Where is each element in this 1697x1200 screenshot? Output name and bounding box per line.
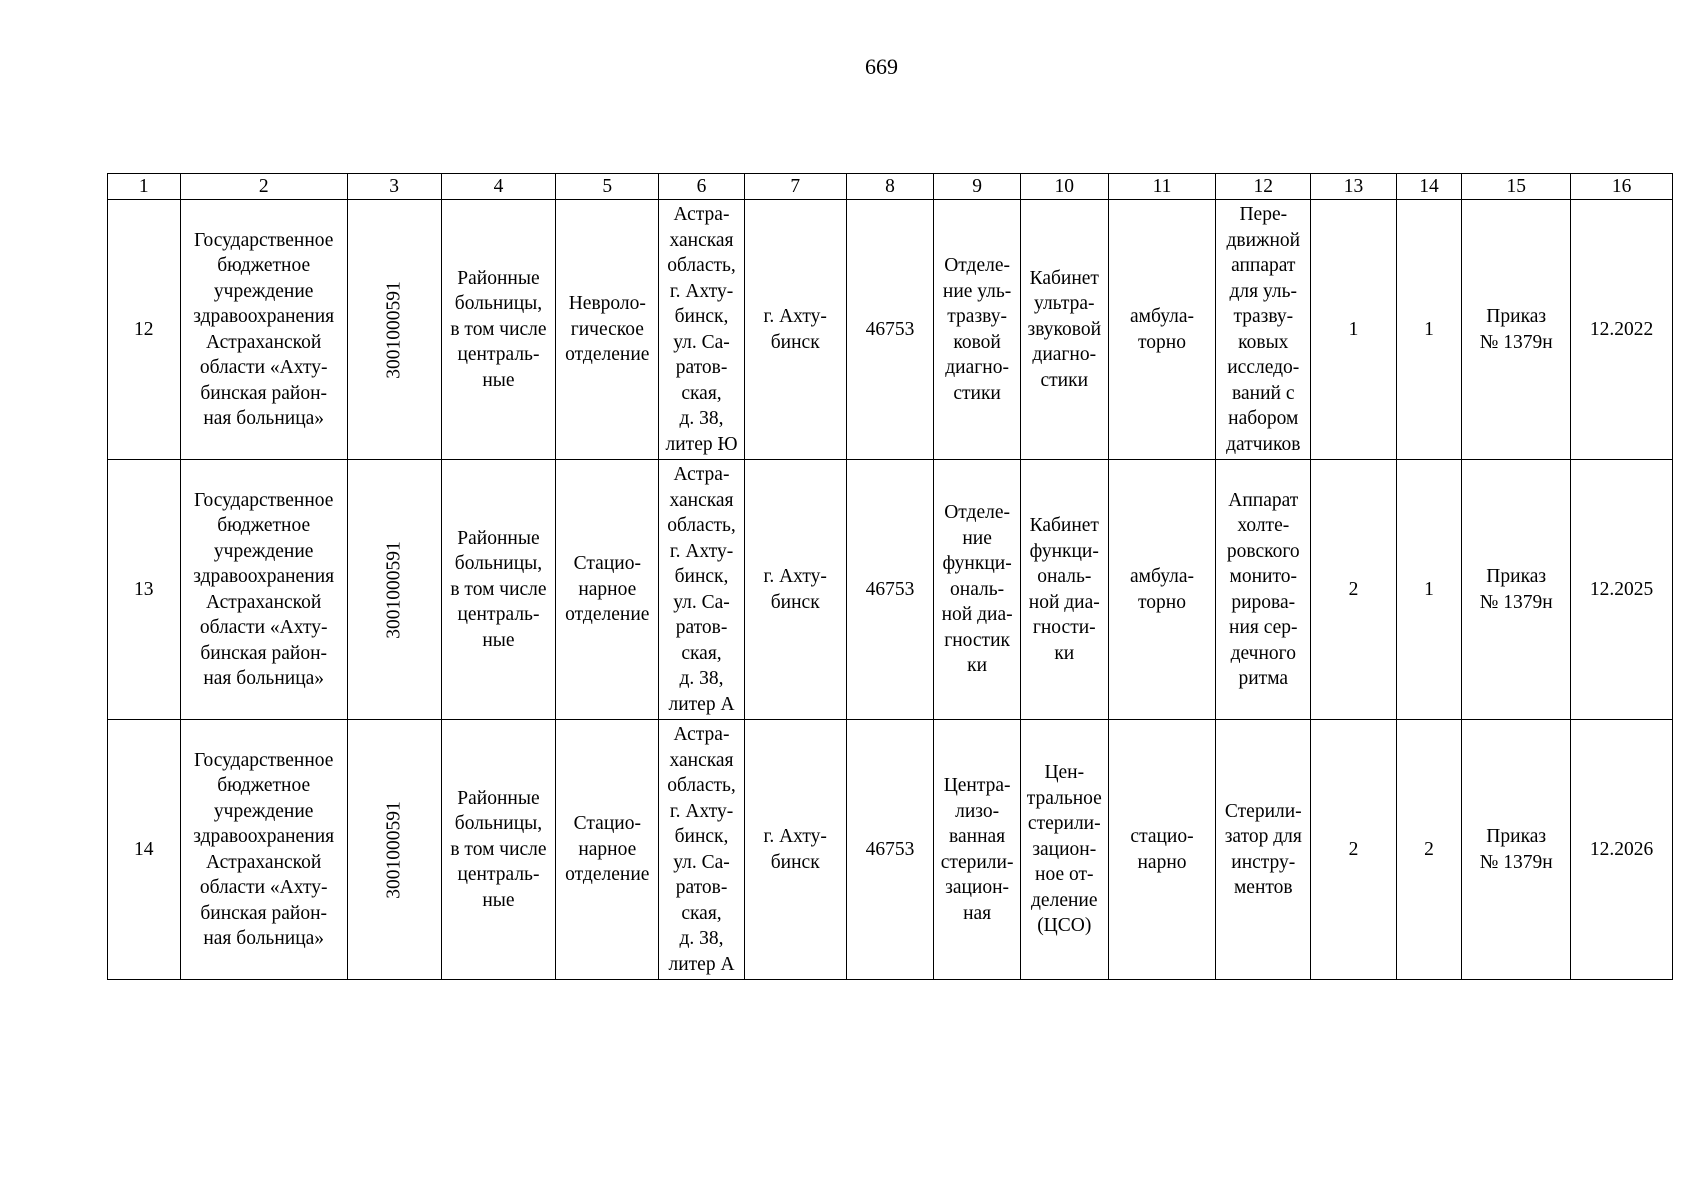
column-header: 14 bbox=[1396, 174, 1462, 200]
date-value: 12.2026 bbox=[1589, 838, 1654, 860]
equipment-cell bbox=[1216, 460, 1311, 720]
unit-name: Центра- лизо- ванная стерили- зацион- ная bbox=[940, 775, 1014, 924]
date-cell bbox=[1571, 200, 1673, 460]
city-cell bbox=[744, 720, 846, 980]
column-header: 2 bbox=[180, 174, 347, 200]
room-cell bbox=[1020, 720, 1108, 980]
department: Невроло- гическое отделение bbox=[565, 293, 650, 366]
institution-cell bbox=[180, 720, 347, 980]
column-header: 10 bbox=[1020, 174, 1108, 200]
row-number-cell bbox=[108, 460, 181, 720]
order-cell bbox=[1462, 720, 1571, 980]
column-header: 9 bbox=[934, 174, 1021, 200]
row-number-cell bbox=[108, 720, 181, 980]
column-header: 12 bbox=[1216, 174, 1311, 200]
order-reference: Приказ № 1379н bbox=[1479, 306, 1553, 353]
equipment-name: Аппарат холте- ровского монито- рирова- ния сер- дечного ритма bbox=[1226, 489, 1300, 689]
hospital-type-cell bbox=[441, 460, 556, 720]
count-cell bbox=[1396, 200, 1462, 460]
column-header: 15 bbox=[1462, 174, 1571, 200]
inn-code: 3001000591 bbox=[383, 280, 405, 379]
column-header: 16 bbox=[1571, 174, 1673, 200]
table-row bbox=[108, 460, 1673, 720]
header-row bbox=[108, 174, 1673, 200]
address-cell bbox=[659, 720, 745, 980]
institution-cell bbox=[180, 200, 347, 460]
row-number-cell bbox=[108, 200, 181, 460]
department: Стацио- нарное отделение bbox=[565, 553, 650, 626]
room-cell bbox=[1020, 200, 1108, 460]
oktmo-code: 46753 bbox=[865, 838, 915, 860]
count-value: 2 bbox=[1424, 838, 1434, 860]
unit-name: Отделе- ние уль- тразву- ковой диагно- стики bbox=[942, 255, 1012, 404]
unit-cell bbox=[934, 200, 1021, 460]
page-number: 669 bbox=[865, 54, 898, 79]
address: Астра- ханская область, г. Ахту- бинск, ул. Са- ратов- ская, д. 38, литер А bbox=[667, 464, 736, 715]
column-header: 7 bbox=[744, 174, 846, 200]
row-number: 14 bbox=[134, 838, 154, 860]
row-number: 13 bbox=[134, 578, 154, 600]
quantity-value: 2 bbox=[1348, 578, 1359, 600]
department-cell bbox=[556, 720, 659, 980]
oktmo-cell bbox=[846, 720, 934, 980]
column-header: 6 bbox=[659, 174, 745, 200]
column-header: 11 bbox=[1108, 174, 1216, 200]
hospital-type-cell bbox=[441, 720, 556, 980]
hospital-type: Районные больницы, в том числе централь- ные bbox=[450, 267, 547, 391]
institution-name: Государственное бюджетное учреждение здравоохранения Астраханской области «Ахту- бинская район- ная больница» bbox=[193, 749, 335, 949]
hospital-type-cell bbox=[441, 200, 556, 460]
order-cell bbox=[1462, 460, 1571, 720]
city-cell bbox=[744, 460, 846, 720]
address-cell bbox=[659, 200, 745, 460]
table-row bbox=[108, 720, 1673, 980]
column-header: 3 bbox=[347, 174, 441, 200]
address-cell bbox=[659, 460, 745, 720]
column-header: 5 bbox=[556, 174, 659, 200]
unit-name: Отделе- ние функци- ональ- ной диа- гностик ки bbox=[941, 502, 1013, 677]
care-mode: амбула- торно bbox=[1130, 566, 1194, 613]
unit-cell bbox=[934, 720, 1021, 980]
institution-name: Государственное бюджетное учреждение здравоохранения Астраханской области «Ахту- бинская район- ная больница» bbox=[193, 489, 335, 689]
quantity-cell bbox=[1311, 720, 1397, 980]
city: г. Ахту- бинск bbox=[763, 306, 827, 353]
care-mode: амбула- торно bbox=[1130, 306, 1194, 353]
oktmo-cell bbox=[846, 460, 934, 720]
room-name: Кабинет функци- ональ- ной диа- гности- ки bbox=[1028, 515, 1100, 664]
count-cell bbox=[1396, 720, 1462, 980]
date-value: 12.2025 bbox=[1589, 578, 1654, 600]
equipment-cell bbox=[1216, 200, 1311, 460]
column-header: 1 bbox=[108, 174, 181, 200]
oktmo-code: 46753 bbox=[865, 578, 915, 600]
column-header: 8 bbox=[846, 174, 934, 200]
equipment-name: Пере- движной аппарат для уль- тразву- ковых исследо- ваний с набором датчиков bbox=[1226, 204, 1301, 455]
count-value: 1 bbox=[1424, 318, 1434, 340]
date-value: 12.2022 bbox=[1589, 318, 1654, 340]
registry-table bbox=[107, 173, 1673, 980]
date-cell bbox=[1571, 720, 1673, 980]
department-cell bbox=[556, 460, 659, 720]
hospital-type: Районные больницы, в том числе централь- ные bbox=[450, 527, 547, 651]
room-name: Цен- тральное стерили- зацион- ное от- деление (ЦСО) bbox=[1026, 762, 1102, 937]
quantity-value: 2 bbox=[1348, 838, 1359, 860]
institution-name: Государственное бюджетное учреждение здравоохранения Астраханской области «Ахту- бинская район- ная больница» bbox=[193, 229, 335, 429]
oktmo-cell bbox=[846, 200, 934, 460]
hospital-type: Районные больницы, в том числе централь- ные bbox=[450, 787, 547, 911]
column-header: 4 bbox=[441, 174, 556, 200]
order-reference: Приказ № 1379н bbox=[1479, 566, 1553, 613]
count-value: 1 bbox=[1424, 578, 1434, 600]
care-mode-cell bbox=[1108, 720, 1216, 980]
row-number: 12 bbox=[134, 318, 154, 340]
room-cell bbox=[1020, 460, 1108, 720]
inn-cell bbox=[347, 460, 441, 720]
room-name: Кабинет ультра- звуковой диагно- стики bbox=[1027, 267, 1102, 391]
institution-cell bbox=[180, 460, 347, 720]
department: Стацио- нарное отделение bbox=[565, 813, 650, 886]
inn-code: 3001000591 bbox=[383, 540, 405, 639]
order-reference: Приказ № 1379н bbox=[1479, 826, 1553, 873]
city: г. Ахту- бинск bbox=[763, 566, 827, 613]
care-mode: стацио- нарно bbox=[1130, 826, 1194, 873]
quantity-cell bbox=[1311, 460, 1397, 720]
inn-code: 3001000591 bbox=[383, 800, 405, 899]
equipment-name: Стерили- затор для инстру- ментов bbox=[1224, 800, 1302, 898]
quantity-value: 1 bbox=[1348, 318, 1359, 340]
department-cell bbox=[556, 200, 659, 460]
care-mode-cell bbox=[1108, 200, 1216, 460]
address: Астра- ханская область, г. Ахту- бинск, ул. Са- ратов- ская, д. 38, литер Ю bbox=[665, 204, 738, 455]
inn-cell bbox=[347, 200, 441, 460]
city-cell bbox=[744, 200, 846, 460]
equipment-cell bbox=[1216, 720, 1311, 980]
city: г. Ахту- бинск bbox=[763, 826, 827, 873]
date-cell bbox=[1571, 460, 1673, 720]
inn-cell bbox=[347, 720, 441, 980]
unit-cell bbox=[934, 460, 1021, 720]
address: Астра- ханская область, г. Ахту- бинск, ул. Са- ратов- ская, д. 38, литер А bbox=[667, 724, 736, 975]
order-cell bbox=[1462, 200, 1571, 460]
quantity-cell bbox=[1311, 200, 1397, 460]
column-header: 13 bbox=[1311, 174, 1397, 200]
table-row bbox=[108, 200, 1673, 460]
care-mode-cell bbox=[1108, 460, 1216, 720]
count-cell bbox=[1396, 460, 1462, 720]
oktmo-code: 46753 bbox=[865, 318, 915, 340]
